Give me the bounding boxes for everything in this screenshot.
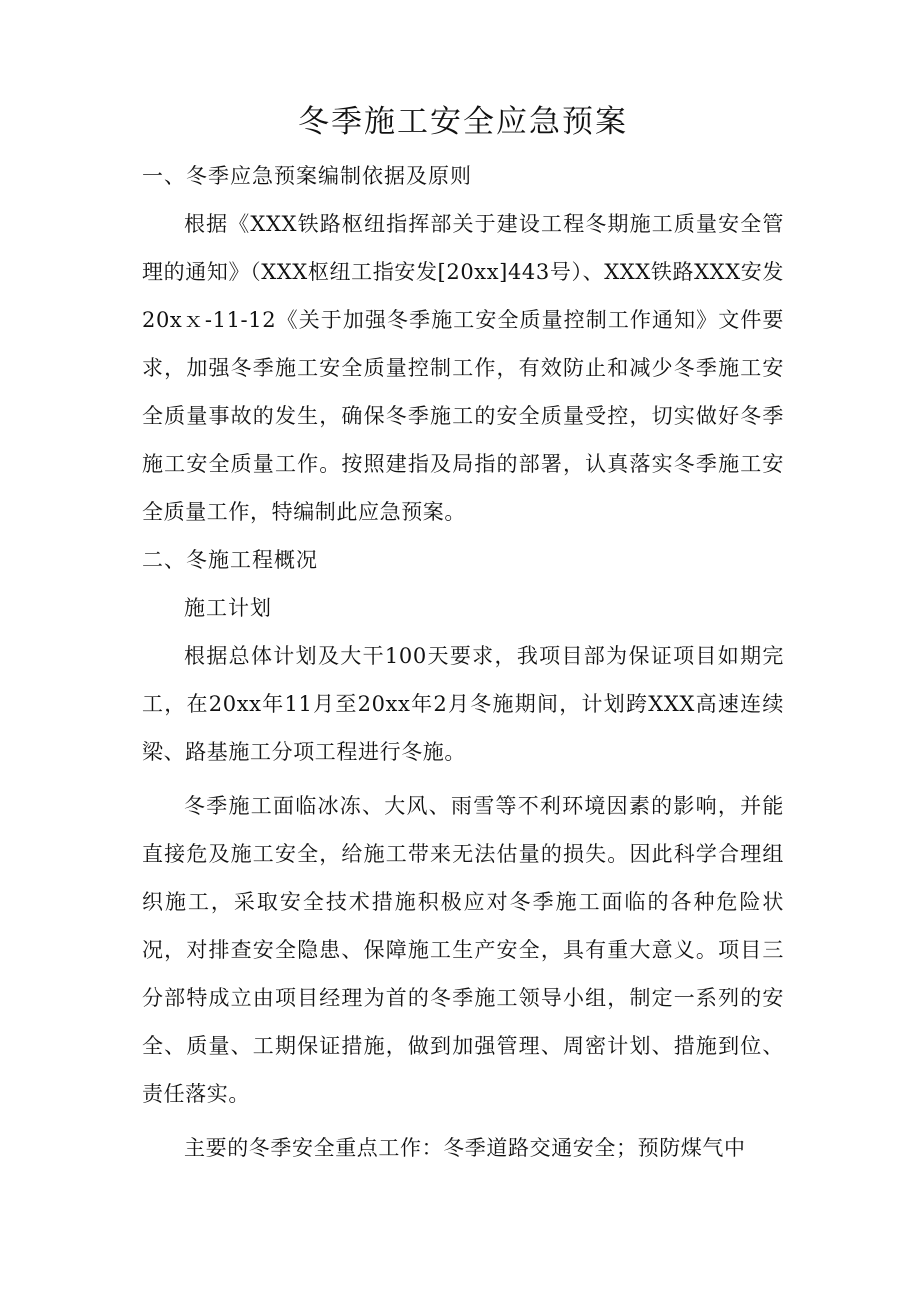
section-2-paragraph-2: 冬季施工面临冰冻、大风、雨雪等不利环境因素的影响，并能直接危及施工安全，给施工带来无法估量的损失。因此科学合理组织施工，采取安全技术措施积极应对冬季施工面临的各种危险状况，对排查安全隐患、保障施工生产安全，具有重大意义。项目三分部特成立由项目经理为首的冬季施工领导小组，制定一系列的安全、质量、工期保证措施，做到加强管理、周密计划、措施到位、责任落实。 [142, 794, 784, 1106]
section-1-heading: 一、冬季应急预案编制依据及原则 [142, 164, 472, 188]
document-title: 冬季施工安全应急预案 [298, 104, 628, 140]
section-2-heading: 二、冬施工程概况 [142, 548, 318, 572]
section-2-paragraph-3: 主要的冬季安全重点工作：冬季道路交通安全；预防煤气中 [184, 1136, 746, 1160]
section-2-paragraph-1: 根据总体计划及大干100天要求，我项目部为保证项目如期完工，在20xx年11月至20xx年2月冬施期间，计划跨XXX高速连续梁、路基施工分项工程进行冬施。 [142, 644, 784, 764]
section-2-subheading: 施工计划 [184, 596, 272, 620]
document-page [142, 98, 784, 1172]
section-1-paragraph: 根据《XXX铁路枢纽指挥部关于建设工程冬期施工质量安全管理的通知》（XXX枢纽工指安发[20xx]443号）、XXX铁路XXX安发20xｘ-11-12《关于加强冬季施工安全质量控制工作通知》文件要求，加强冬季施工安全质量控制工作，有效防止和减少冬季施工安全质量事故的发生，确保冬季施工的安全质量受控，切实做好冬季施工安全质量工作。按照建指及局指的部署，认真落实冬季施工安全质量工作，特编制此应急预案。 [142, 212, 784, 524]
